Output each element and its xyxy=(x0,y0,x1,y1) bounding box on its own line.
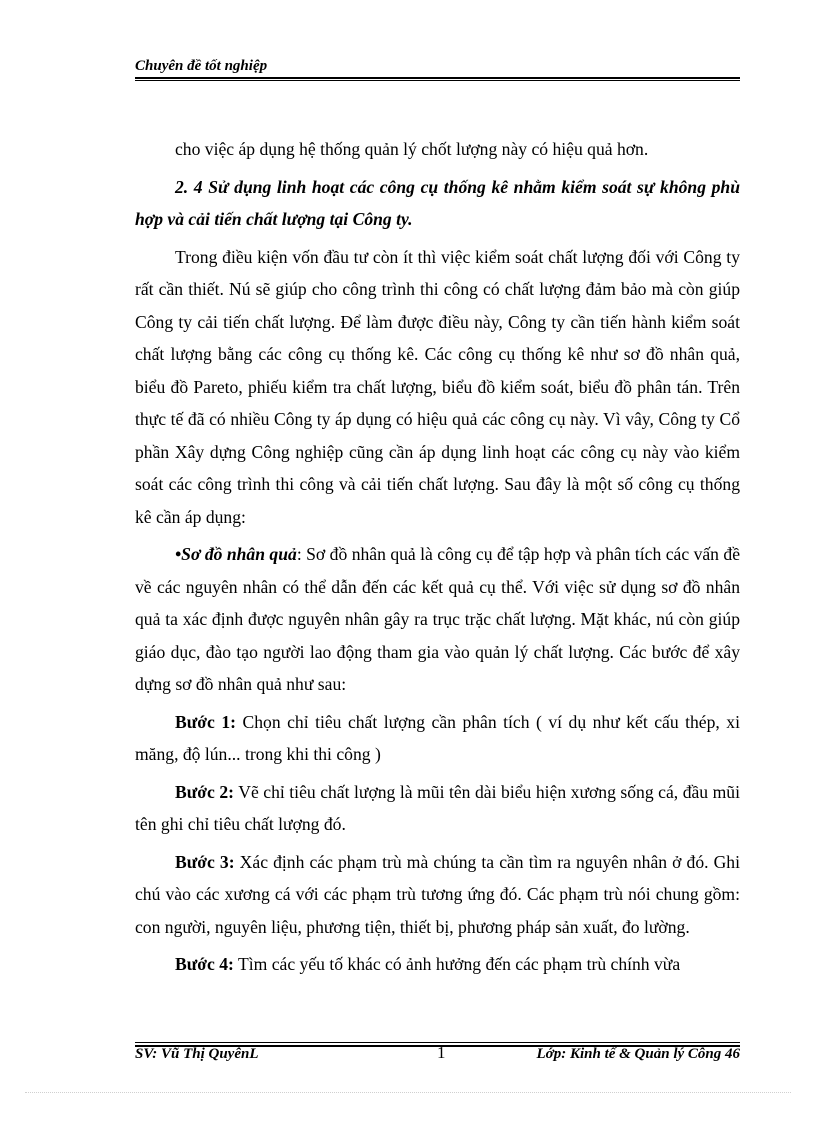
step-label: Bước 3: xyxy=(175,851,235,872)
header-rule-thin xyxy=(135,80,740,81)
step-3 xyxy=(135,846,740,944)
page-edge-dotted-line xyxy=(25,1092,791,1093)
step-text: Vẽ chỉ tiêu chất lượng là mũi tên dài biểu hiện xương sống cá, đầu mũi tên ghi chỉ tiêu chất lượng đó. xyxy=(135,781,740,834)
header-rule xyxy=(135,77,740,79)
step-label: Bước 4: xyxy=(175,954,234,974)
bullet-icon: • xyxy=(175,544,182,564)
step-text: Chọn chỉ tiêu chất lượng cần phân tích ( ví dụ như kết cấu thép, xi măng, độ lún... trong khi thi công ) xyxy=(135,711,740,764)
paragraph-cause-effect xyxy=(135,538,740,701)
footer-student: SV: Vũ Thị QuyênL xyxy=(135,1046,259,1062)
step-2 xyxy=(135,776,740,841)
paragraph-cause-effect-text: : Sơ đồ nhân quả là công cụ để tập hợp và phân tích các vấn đề về các nguyên nhân có thể dẫn đến các kết quả cụ thể. Với việc sử dụng sơ đồ nhân quả ta xác định được nguyên nhân gây ra trục trặc chất lượng. Mặt khác, nú còn giúp giáo dục, đào tạo người lao động tham gia vào quản lý chất lượng. Các bước để xây dựng sơ đồ nhân quả như sau: xyxy=(135,544,741,694)
footer-class: Lớp: Kinh tế & Quản lý Công 46 xyxy=(536,1046,740,1062)
step-text: Xác định các phạm trù mà chúng ta cần tìm ra nguyên nhân ở đó. Ghi chú vào các xương cá với các phạm trù tương ứng đó. Các phạm trù nói chung gồm: con người, nguyên liệu, phương tiện, thiết bị, phương pháp sản xuất, đo lường. xyxy=(135,851,740,937)
step-label: Bước 2: xyxy=(175,781,235,802)
paragraph-main: Trong điều kiện vốn đầu tư còn ít thì việc kiểm soát chất lượng đối với Công ty rất cần thiết. Nú sẽ giúp cho công trình thi công có chất lượng đảm bảo mà còn giúp Công ty cải tiến chất lượng. Để làm được điều này, Công ty cần tiến hành kiểm soát chất lượng bằng các công cụ thống kê. Các công cụ thống kê như sơ đồ nhân quả, biểu đồ Pareto, phiếu kiểm tra chất lượng, biểu đồ kiểm soát, biểu đồ phân tán. Trên thực tế đã có nhiều Công ty áp dụng có hiệu quả các công cụ này. Vì vây, Công ty Cổ phần Xây dựng Công nghiệp cũng cần áp dụng linh hoạt các công cụ này vào kiểm soát các công trình thi công và cải tiến chất lượng. Sau đây là một số công cụ thống kê cần áp dụng: xyxy=(135,246,740,527)
step-text: Tìm các yếu tố khác có ảnh hưởng đến các phạm trù chính vừa xyxy=(233,954,681,974)
running-header: Chuyên đề tốt nghiệp xyxy=(135,58,268,74)
running-footer xyxy=(135,1043,740,1070)
step-4 xyxy=(135,948,740,981)
section-heading: 2. 4 Sử dụng linh hoạt các công cụ thống kê nhằm kiểm soát sự không phù hợp và cải tiến chất lượng tại Công ty. xyxy=(135,176,740,229)
paragraph-intro: cho việc áp dụng hệ thống quản lý chốt lượng này có hiệu quả hơn. xyxy=(175,139,649,159)
term-cause-effect: Sơ đồ nhân quả xyxy=(181,544,297,564)
step-label: Bước 1: xyxy=(175,711,236,732)
page-number: 1 xyxy=(437,1043,446,1062)
step-1 xyxy=(135,706,740,771)
page-body xyxy=(135,133,740,986)
